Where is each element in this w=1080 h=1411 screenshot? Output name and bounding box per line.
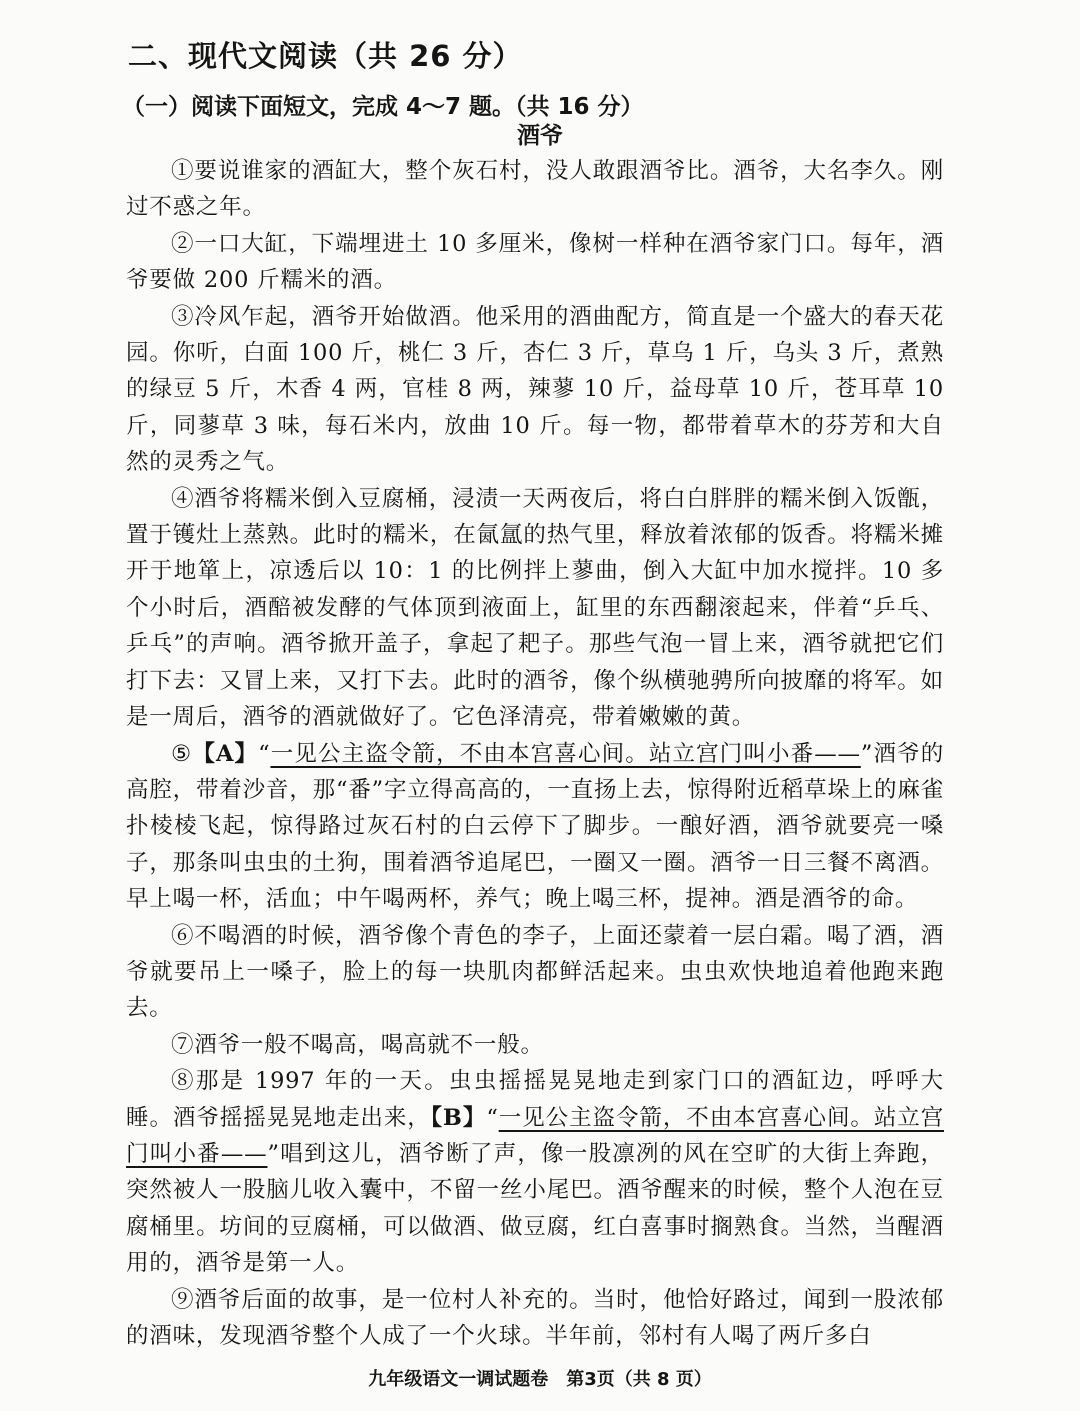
paragraph-1: ①要说谁家的酒缸大，整个灰石村，没人敢跟酒爷比。酒爷，大名李久。刚过不惑之年。 [126, 158, 944, 221]
underlined-lyric-b: 一见公主盗令箭，不由本宫喜心间。站立宫门叫小番—— [126, 1104, 945, 1167]
paragraph-5-number: ⑤ [171, 740, 193, 767]
paragraph-5-text: ”酒爷的高腔，带着沙音，那“番”字立得高高的，一直扬上去，惊得附近稻草垛上的麻雀扑棱棱飞起，惊得路过灰石村的白云停下了脚步。一酿好酒，酒爷就要亮一嗓子，那条叫虫虫的土狗，围着酒爷追尾巴，一圈又一圈。酒爷一日三餐不离酒。早上喝一杯，活血；中午喝两杯，养气；晚上喝三杯，提神。酒是酒爷的命。 [126, 740, 944, 913]
paragraph-8 [126, 1063, 944, 1281]
paragraph-5 [126, 736, 944, 918]
open-quote: “ [486, 1104, 499, 1131]
page-footer: 九年级语文一调试题卷 第3页（共 8 页） [368, 1369, 712, 1390]
paragraph-6: ⑥不喝酒的时候，酒爷像个青色的李子，上面还蒙着一层白霜。喝了酒，酒爷就要吊上一嗓子，脸上的每一块肌肉都鲜活起来。虫虫欢快地追着他跑来跑去。 [126, 922, 944, 1022]
marker-b: 【B】 [430, 1104, 487, 1131]
underlined-lyric-a: 一见公主盗令箭，不由本宫喜心间。站立宫门叫小番—— [270, 740, 861, 767]
paragraph-2: ②一口大缸，下端埋进土 10 多厘米，像树一样种在酒爷家门口。每年，酒爷要做 200 斤糯米的酒。 [126, 230, 944, 294]
section-title: 二、现代文阅读（共 26 分） [128, 39, 523, 73]
paragraph-4: ④酒爷将糯米倒入豆腐桶，浸渍一天两夜后，将白白胖胖的糯米倒入饭甑，置于镬灶上蒸熟。此时的糯米，在氤氲的热气里，释放着浓郁的饭香。将糯米摊开于地箪上，凉透后以 10：1 的比例拌上蓼曲，倒入大缸中加水搅拌。10 多个小时后，酒醅被发酵的气体顶到液面上，缸里的东西翻滚起来，伴着“乒乓、乒乓”的声响。酒爷掀开盖子，拿起了耙子。那些气泡一冒上来，酒爷就把它们打下去：又冒上来，又打下去。此时的酒爷，像个纵横驰骋所向披靡的将军。如是一周后，酒爷的酒就做好了。它色泽清亮，带着嫩嫩的黄。 [126, 485, 944, 731]
reading-instruction: （一）阅读下面短文，完成 4～7 题。（共 16 分） [122, 94, 644, 120]
paragraph-8-text-end: ”唱到这儿，酒爷断了声，像一股凛冽的风在空旷的大街上奔跑，突然被人一股脑儿收入囊中，不留一丝小尾巴。酒爷醒来的时候，整个人泡在豆腐桶里。坊间的豆腐桶，可以做酒、做豆腐，红白喜事时搁熟食。当然，当醒酒用的，酒爷是第一人。 [126, 1140, 944, 1277]
essay-title: 酒爷 [517, 123, 563, 149]
paragraph-3: ③冷风乍起，酒爷开始做酒。他采用的酒曲配方，简直是一个盛大的春天花园。你听，白面 100 斤，桃仁 3 斤，杏仁 3 斤，草乌 1 斤，乌头 3 斤，煮熟的绿豆 5 斤，木香 4 两，官桂 8 两，辣蓼 10 斤，益母草 10 斤，苍耳草 10 斤，同蓼草 3 味，每石米内，放曲 10 斤。每一物，都带着草木的芬芳和大自然的灵秀之气。 [126, 303, 944, 476]
marker-a: 【A】 [192, 740, 259, 767]
paragraph-7: ⑦酒爷一般不喝高，喝高就不一般。 [171, 1031, 544, 1058]
essay-body [126, 153, 944, 1354]
open-quote: “ [258, 740, 271, 767]
paragraph-8-text-start: ⑧那是 1997 年的一天。虫虫摇摇晃晃地走到家门口的酒缸边，呼呼大睡。酒爷摇摇晃晃地走出来， [126, 1068, 944, 1131]
paragraph-9: ⑨酒爷后面的故事，是一位村人补充的。当时，他恰好路过，闻到一股浓郁的酒味，发现酒爷整个人成了一个火球。半年前，邻村有人喝了两斤多白 [126, 1286, 944, 1349]
